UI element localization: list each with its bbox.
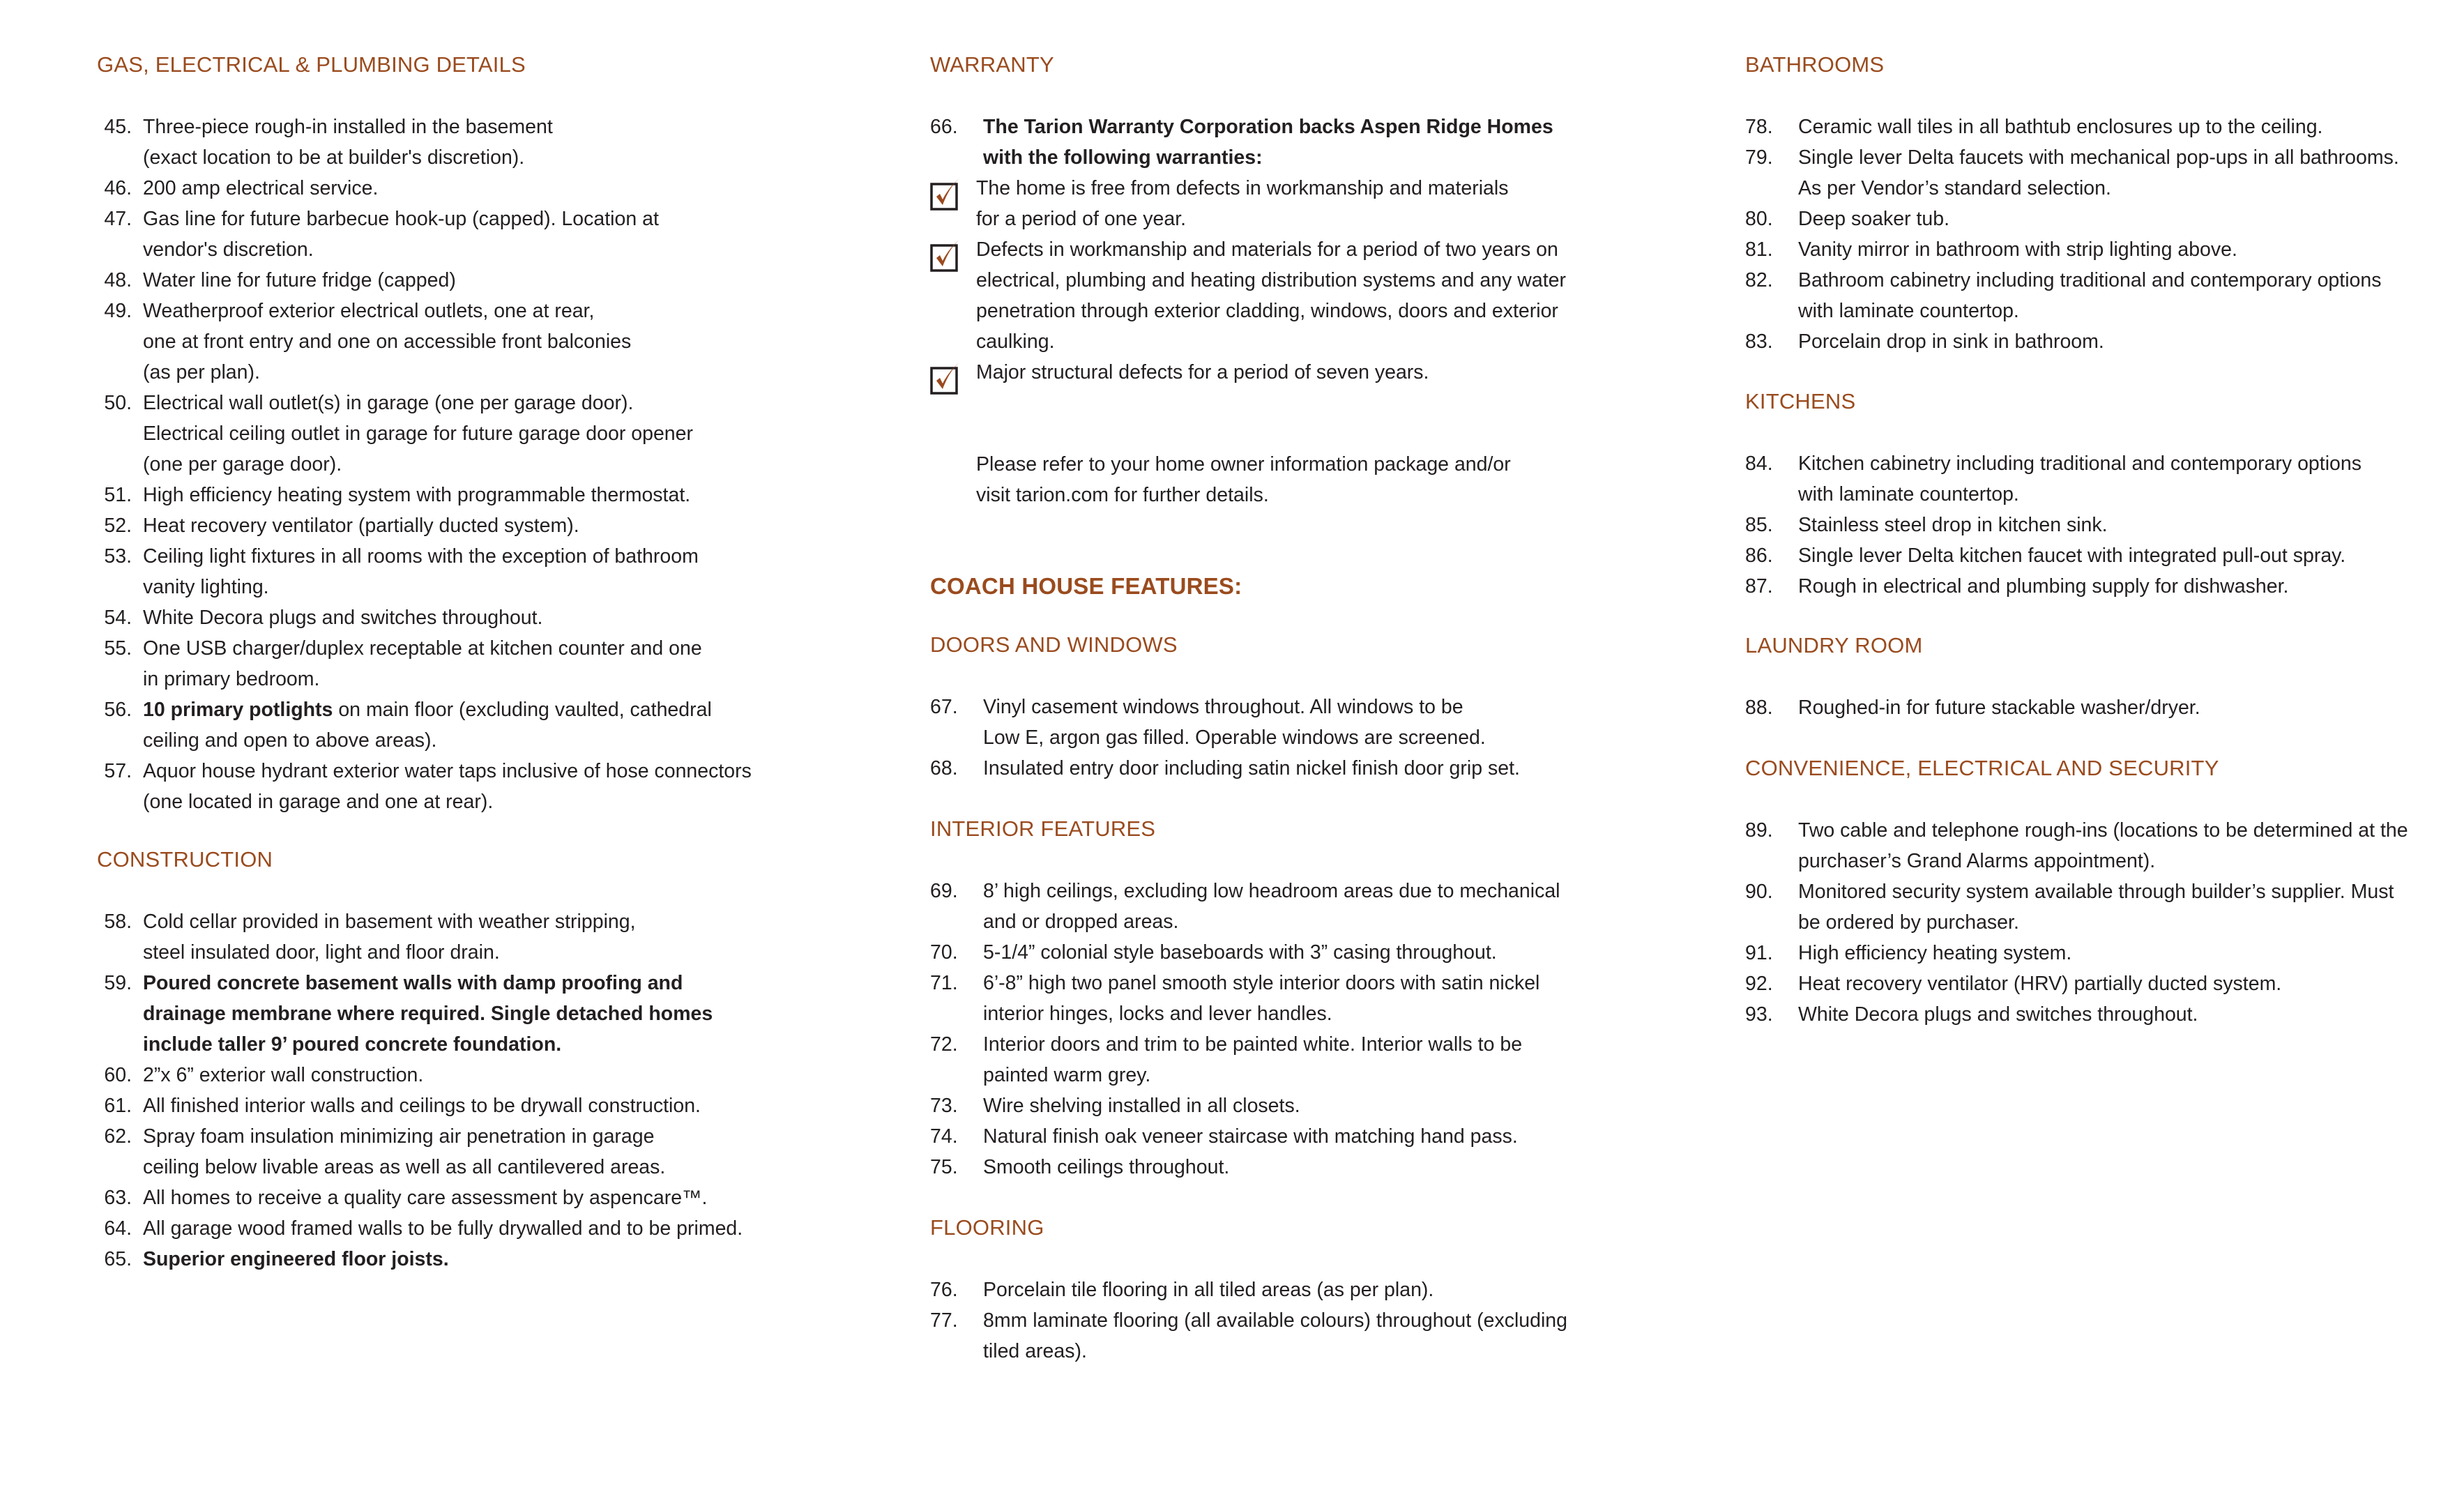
item-text-line: (exact location to be at builder's discretion). [143,146,525,169]
item-text-line: 200 amp electrical service. [143,177,379,199]
warranty-check-item [930,173,1566,234]
item-text-line: include taller 9’ poured concrete foundation. [143,1033,562,1056]
item-text-line: Stainless steel drop in kitchen sink. [1798,514,2108,536]
item-text-line: Poured concrete basement walls with damp proofing and [143,972,683,994]
section-title-gas-electrical-plumbing: GAS, ELECTRICAL & PLUMBING DETAILS [97,52,526,77]
item-text-line: Aquor house hydrant exterior water taps inclusive of hose connectors [143,760,752,782]
list-item-92 [1745,968,2408,999]
item-number: 91. [1745,942,1773,964]
item-text-line: Bathroom cabinetry including traditional and contemporary options [1798,269,2382,291]
item-number: 87. [1745,575,1773,598]
item-number: 65. [104,1248,132,1270]
section-title-warranty: WARRANTY [930,52,1054,77]
item-number: 64. [104,1217,132,1240]
item-number: 75. [930,1156,958,1178]
section-title-kitchens: KITCHENS [1745,389,1856,413]
list-item-84 [1745,448,2362,510]
item-text-line: Two cable and telephone rough-ins (locations to be determined at the [1798,819,2408,842]
list-item-86 [1745,540,2362,571]
checkbox-checked-icon [930,177,961,212]
item-text-line: with laminate countertop. [1798,300,2019,322]
item-text-line: Weatherproof exterior electrical outlets, one at rear, [143,300,595,322]
list-item-57 [97,756,752,817]
item-text-line: be ordered by purchaser. [1798,911,2019,934]
item-text-line: 8’ high ceilings, excluding low headroom areas due to mechanical [983,880,1560,902]
item-text-line: Kitchen cabinetry including traditional and contemporary options [1798,452,2362,475]
item-rest-text: on main floor (excluding vaulted, cathedral [333,699,712,721]
item-text-line: All finished interior walls and ceilings to be drywall construction. [143,1095,701,1117]
list-item-51 [97,480,752,510]
item-text-line: Water line for future fridge (capped) [143,269,456,291]
list-item-75 [930,1152,1560,1182]
item-text-line: High efficiency heating system. [1798,942,2072,964]
item-text-line: Spray foam insulation minimizing air penetration in garage [143,1125,655,1148]
item-text-line: As per Vendor’s standard selection. [1798,177,2111,199]
construction-list [97,906,743,1275]
item-number: 53. [104,545,132,568]
item-text-line: Ceiling light fixtures in all rooms with the exception of bathroom [143,545,699,568]
item-text-line: Porcelain drop in sink in bathroom. [1798,330,2104,353]
item-number: 80. [1745,208,1773,230]
check-item-text-line: penetration through exterior cladding, windows, doors and exterior [976,300,1558,322]
item-text-line: Wire shelving installed in all closets. [983,1095,1300,1117]
item-text-line: (one located in garage and one at rear). [143,791,494,813]
bathrooms-list [1745,112,2399,357]
item-text-line: White Decora plugs and switches throughout. [1798,1003,2198,1026]
item-number: 50. [104,392,132,414]
item-number: 60. [104,1064,132,1086]
list-item-87 [1745,571,2362,602]
item-number: 82. [1745,269,1773,291]
check-item-text-line: for a period of one year. [976,208,1187,230]
list-item-89 [1745,815,2408,876]
item-number: 84. [1745,452,1773,475]
item-number: 74. [930,1125,958,1148]
item-number: 52. [104,515,132,537]
item-number: 54. [104,607,132,629]
item-number: 56. [104,699,132,721]
item-number: 86. [1745,545,1773,567]
item-text-line: painted warm grey. [983,1064,1151,1086]
section-title-coach-house-features: COACH HOUSE FEATURES: [930,573,1242,599]
item-number: 78. [1745,116,1773,138]
item-number: 51. [104,484,132,506]
item-number: 67. [930,696,958,718]
item-number: 71. [930,972,958,994]
interior-features-list [930,876,1560,1182]
item-number: 57. [104,760,132,782]
item-text-line: Three-piece rough-in installed in the basement [143,116,553,138]
item-text-line: Heat recovery ventilator (HRV) partially ducted system. [1798,973,2282,995]
convenience-electrical-security-list [1745,815,2408,1030]
list-item-50 [97,388,752,480]
list-item-68 [930,753,1520,784]
item-text-line: Low E, argon gas filled. Operable windows are screened. [983,727,1486,749]
list-item-70 [930,937,1560,968]
section-title-flooring: FLOORING [930,1215,1044,1240]
item-number: 83. [1745,330,1773,353]
list-item-46 [97,173,752,204]
item-text-line: vendor's discretion. [143,238,314,261]
item-text-line: Interior doors and trim to be painted white. Interior walls to be [983,1033,1523,1056]
list-item-74 [930,1121,1560,1152]
list-item-67 [930,692,1520,753]
item-number: 66. [930,116,958,138]
item-text-line: with laminate countertop. [1798,483,2019,505]
list-item-47 [97,204,752,265]
section-title-convenience-electrical-security: CONVENIENCE, ELECTRICAL AND SECURITY [1745,756,2219,780]
item-text-line: 2”x 6” exterior wall construction. [143,1064,424,1086]
list-item-60 [97,1060,743,1090]
list-item-61 [97,1090,743,1121]
list-item-81 [1745,234,2399,265]
list-item-80 [1745,204,2399,234]
list-item-85 [1745,510,2362,540]
item-text-line: Electrical wall outlet(s) in garage (one per garage door). [143,392,634,414]
item-text-line: High efficiency heating system with programmable thermostat. [143,484,691,506]
item-number: 63. [104,1187,132,1209]
check-item-text-line: Defects in workmanship and materials for a period of two years on [976,238,1558,261]
checkbox-checked-icon [930,361,961,396]
flooring-list [930,1275,1567,1367]
item-text-line: Ceramic wall tiles in all bathtub enclosures up to the ceiling. [1798,116,2323,138]
item-text-line: 5-1/4” colonial style baseboards with 3” casing throughout. [983,941,1497,964]
item-text-line: Natural finish oak veneer staircase with matching hand pass. [983,1125,1518,1148]
item-number: 73. [930,1095,958,1117]
item-number: 72. [930,1033,958,1056]
list-item-58 [97,906,743,968]
doors-windows-list [930,692,1520,784]
item-text-line: Gas line for future barbecue hook-up (capped). Location at [143,208,659,230]
section-title-interior-features: INTERIOR FEATURES [930,816,1156,841]
item-text-line: Vinyl casement windows throughout. All windows to be [983,696,1463,718]
list-item-88 [1745,692,2200,723]
item-text-line: ceiling below livable areas as well as all cantilevered areas. [143,1156,666,1178]
section-title-bathrooms: BATHROOMS [1745,52,1885,77]
item-number: 79. [1745,146,1773,169]
list-item-63 [97,1182,743,1213]
list-item-93 [1745,999,2408,1030]
item-text-line: The Tarion Warranty Corporation backs Aspen Ridge Homes [983,116,1553,138]
list-item-49 [97,296,752,388]
checkbox-checked-icon [930,238,961,273]
list-item-71 [930,968,1560,1029]
item-number: 68. [930,757,958,779]
item-number: 77. [930,1309,958,1332]
list-item-62 [97,1121,743,1182]
list-item-55 [97,633,752,694]
list-item-64 [97,1213,743,1244]
item-number: 90. [1745,881,1773,903]
item-text-line: ceiling and open to above areas). [143,729,437,752]
item-number: 92. [1745,973,1773,995]
warranty-note [976,449,1511,510]
kitchens-list [1745,448,2362,602]
item-number: 76. [930,1279,958,1301]
list-item-91 [1745,938,2408,968]
list-item-90 [1745,876,2408,938]
item-text-line: (as per plan). [143,361,260,383]
item-text-line: All garage wood framed walls to be fully drywalled and to be primed. [143,1217,743,1240]
item-number: 89. [1745,819,1773,842]
item-text-line: in primary bedroom. [143,668,320,690]
list-item-69 [930,876,1560,937]
list-item-73 [930,1090,1560,1121]
item-text-line: Porcelain tile flooring in all tiled areas (as per plan). [983,1279,1434,1301]
list-item-65 [97,1244,743,1275]
list-item-53 [97,541,752,602]
item-text-line: and or dropped areas. [983,911,1179,933]
item-text-line: steel insulated door, light and floor drain. [143,941,500,964]
item-text-line: Single lever Delta faucets with mechanical pop-ups in all bathrooms. [1798,146,2399,169]
item-number: 45. [104,116,132,138]
check-item-text-line: caulking. [976,330,1055,353]
item-number: 81. [1745,238,1773,261]
warranty-intro [930,112,1553,173]
item-text-line: tiled areas). [983,1340,1087,1362]
item-number: 61. [104,1095,132,1117]
list-item-83 [1745,326,2399,357]
item-text-line: Smooth ceilings throughout. [983,1156,1230,1178]
list-item-82 [1745,265,2399,326]
check-item-text-line: The home is free from defects in workmanship and materials [976,177,1509,199]
item-text-line: Superior engineered floor joists. [143,1248,449,1270]
list-item-56 [97,694,752,756]
item-text-line: Cold cellar provided in basement with weather stripping, [143,911,636,933]
item-number: 55. [104,637,132,660]
item-text-line: All homes to receive a quality care assessment by aspencare™. [143,1187,708,1209]
item-text-line: 6’-8” high two panel smooth style interior doors with satin nickel [983,972,1540,994]
list-item-76 [930,1275,1567,1305]
list-item-59 [97,968,743,1060]
warranty-check-item [930,357,1566,388]
item-text-line: Rough in electrical and plumbing supply for dishwasher. [1798,575,2289,598]
item-text-line: vanity lighting. [143,576,269,598]
warranty-checklist [930,173,1566,388]
item-number: 58. [104,911,132,933]
item-text-line [143,694,752,725]
check-item-text-line: Major structural defects for a period of seven years. [976,361,1429,383]
section-title-construction: CONSTRUCTION [97,847,273,872]
item-text-line: Vanity mirror in bathroom with strip lighting above. [1798,238,2237,261]
item-number: 88. [1745,697,1773,719]
list-item-77 [930,1305,1567,1367]
list-item-52 [97,510,752,541]
item-text-line: Electrical ceiling outlet in garage for future garage door opener [143,423,693,445]
item-text-line: Heat recovery ventilator (partially ducted system). [143,515,579,537]
item-text-line: White Decora plugs and switches throughout. [143,607,543,629]
list-item-66 [930,112,1553,173]
note-line: Please refer to your home owner information package and/or [976,453,1511,476]
section-title-doors-windows: DOORS AND WINDOWS [930,632,1178,657]
item-text-line: interior hinges, locks and lever handles. [983,1003,1332,1025]
list-item-79 [1745,142,2399,204]
item-text-line: Monitored security system available through builder’s supplier. Must [1798,881,2394,903]
item-text-line: with the following warranties: [983,146,1263,169]
item-text-line: Roughed-in for future stackable washer/dryer. [1798,697,2200,719]
item-text-line: Insulated entry door including satin nickel finish door grip set. [983,757,1520,779]
item-number: 62. [104,1125,132,1148]
item-text-line: one at front entry and one on accessible front balconies [143,330,632,353]
check-item-text-line: electrical, plumbing and heating distribution systems and any water [976,269,1566,291]
list-item-45 [97,112,752,173]
list-item-54 [97,602,752,633]
list-item-78 [1745,112,2399,142]
item-text-line: Single lever Delta kitchen faucet with integrated pull-out spray. [1798,545,2346,567]
item-number: 46. [104,177,132,199]
item-number: 59. [104,972,132,994]
item-lead-text: 10 primary potlights [143,699,333,721]
item-number: 47. [104,208,132,230]
item-number: 49. [104,300,132,322]
item-text-line: Deep soaker tub. [1798,208,1950,230]
list-item-72 [930,1029,1560,1090]
item-number: 70. [930,941,958,964]
item-text-line: One USB charger/duplex receptable at kitchen counter and one [143,637,702,660]
item-text-line: purchaser’s Grand Alarms appointment). [1798,850,2156,872]
item-text-line: drainage membrane where required. Single detached homes [143,1003,713,1025]
item-number: 69. [930,880,958,902]
gas-electrical-plumbing-list [97,112,752,817]
warranty-check-item [930,234,1566,357]
list-item-48 [97,265,752,296]
note-line: visit tarion.com for further details. [976,484,1269,506]
item-number: 85. [1745,514,1773,536]
item-number: 93. [1745,1003,1773,1026]
item-number: 48. [104,269,132,291]
item-text-line: 8mm laminate flooring (all available colours) throughout (excluding [983,1309,1568,1332]
section-title-laundry-room: LAUNDRY ROOM [1745,633,1923,657]
laundry-room-list [1745,692,2200,723]
item-text-line: (one per garage door). [143,453,342,476]
